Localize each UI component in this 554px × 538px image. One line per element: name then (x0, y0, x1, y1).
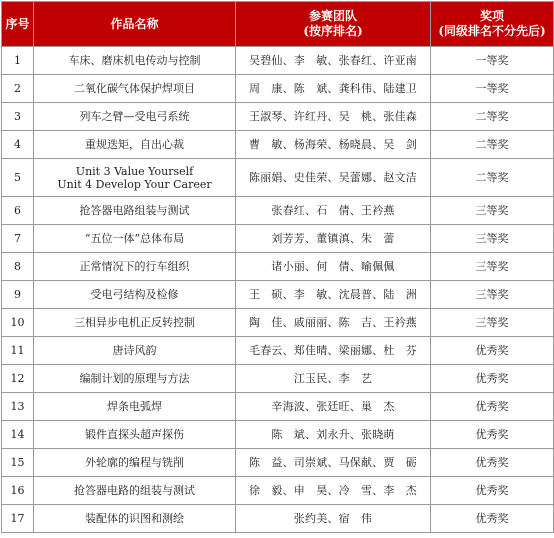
header-award-line1: 奖项 (479, 9, 504, 23)
table-row (2, 131, 554, 159)
team-members: 王 硕、李 敏、沈晨普、陆 洲 (236, 281, 431, 309)
row-number: 2 (2, 75, 34, 103)
team-members: 陶 佳、戚丽丽、陈 吉、王衿燕 (236, 309, 431, 337)
team-members: 陈丽娟、史佳荣、吴蕾娜、赵文洁 (236, 159, 431, 197)
row-number: 6 (2, 197, 34, 225)
table-row (2, 337, 554, 365)
row-number: 17 (2, 505, 34, 533)
work-name (34, 309, 236, 337)
team-members: 张春红、石 倩、王衿燕 (236, 197, 431, 225)
table-row (2, 477, 554, 505)
table-header (2, 2, 554, 47)
work-name-line1: 二氧化碳气体保护焊项目 (74, 82, 195, 95)
team-members: 刘芳芳、董镇滇、朱 蕾 (236, 225, 431, 253)
table-row (2, 197, 554, 225)
team-members: 徐 毅、申 昊、冷 雪、李 杰 (236, 477, 431, 505)
work-name-line1: 正常情况下的行车组织 (79, 260, 190, 273)
award-level: 优秀奖 (431, 393, 554, 421)
work-name-line1: 锻件直探头超声探伤 (85, 428, 184, 441)
team-members: 陈 斌、刘永升、张晓萌 (236, 421, 431, 449)
row-number: 4 (2, 131, 34, 159)
award-level: 一等奖 (431, 47, 554, 75)
award-level: 优秀奖 (431, 365, 554, 393)
row-number: 5 (2, 159, 34, 197)
row-number: 8 (2, 253, 34, 281)
award-level: 三等奖 (431, 281, 554, 309)
work-name (34, 449, 236, 477)
header-team (236, 2, 431, 47)
table-row (2, 253, 554, 281)
work-name-line1: 三相异步电机正反转控制 (74, 316, 195, 329)
work-name (34, 281, 236, 309)
row-number: 15 (2, 449, 34, 477)
header-team-line1: 参赛团队 (308, 9, 357, 23)
table-row (2, 393, 554, 421)
work-name-line1: 重规迭矩，自出心裁 (85, 138, 184, 151)
table-row (2, 281, 554, 309)
award-level: 一等奖 (431, 75, 554, 103)
table-row (2, 225, 554, 253)
team-members: 王淑琴、许红丹、吴 桃、张佳森 (236, 103, 431, 131)
row-number: 16 (2, 477, 34, 505)
row-number: 12 (2, 365, 34, 393)
row-number: 13 (2, 393, 34, 421)
table-row (2, 309, 554, 337)
work-name-line1: 焊条电弧焊 (107, 400, 162, 413)
team-members: 毛春云、郑佳晴、梁丽娜、杜 芬 (236, 337, 431, 365)
row-number: 14 (2, 421, 34, 449)
team-members: 曹 敏、杨海荣、杨晓晨、吴 剑 (236, 131, 431, 159)
work-name (34, 75, 236, 103)
work-name-line2: Unit 4 Develop Your Career (57, 177, 212, 191)
table-row (2, 159, 554, 197)
header-row (2, 2, 554, 47)
work-name (34, 131, 236, 159)
work-name (34, 477, 236, 505)
award-level: 二等奖 (431, 159, 554, 197)
row-number: 11 (2, 337, 34, 365)
team-members: 江玉民、李 艺 (236, 365, 431, 393)
work-name-line1: 列车之臂—受电弓系统 (79, 110, 190, 123)
header-name: 作品名称 (34, 2, 236, 47)
row-number: 10 (2, 309, 34, 337)
header-award-line2: (同级排名不分先后) (438, 24, 546, 38)
work-name (34, 393, 236, 421)
work-name-line1: “五位一体”总体布局 (84, 232, 185, 245)
work-name (34, 337, 236, 365)
row-number: 7 (2, 225, 34, 253)
row-number: 9 (2, 281, 34, 309)
row-number: 1 (2, 47, 34, 75)
row-number: 3 (2, 103, 34, 131)
team-members: 诸小丽、何 倩、喻佩佩 (236, 253, 431, 281)
header-award (431, 2, 554, 47)
work-name-line1: 编制计划的原理与方法 (79, 372, 190, 385)
work-name (34, 225, 236, 253)
award-table (1, 1, 554, 533)
work-name-line1: 受电弓结构及检修 (90, 288, 179, 301)
work-name (34, 103, 236, 131)
work-name (34, 159, 236, 197)
award-level: 优秀奖 (431, 505, 554, 533)
table-row (2, 505, 554, 533)
work-name-line1: 装配体的识图和测绘 (85, 512, 184, 525)
award-level: 优秀奖 (431, 421, 554, 449)
table-row (2, 449, 554, 477)
work-name (34, 47, 236, 75)
header-num: 序号 (2, 2, 34, 47)
table-body (2, 47, 554, 533)
table-row (2, 47, 554, 75)
work-name (34, 365, 236, 393)
table-row (2, 103, 554, 131)
team-members: 张约美、宿 伟 (236, 505, 431, 533)
award-level: 三等奖 (431, 225, 554, 253)
team-members: 周 康、陈 斌、龚科伟、陆建卫 (236, 75, 431, 103)
award-level: 优秀奖 (431, 337, 554, 365)
award-level: 优秀奖 (431, 449, 554, 477)
award-level: 优秀奖 (431, 477, 554, 505)
work-name-line1: 抢答器电路的组装与测试 (74, 484, 195, 497)
team-members: 辛海波、张廷旺、巢 杰 (236, 393, 431, 421)
table-row (2, 75, 554, 103)
work-name (34, 197, 236, 225)
work-name-line1: 外轮廓的编程与铣削 (85, 456, 184, 469)
work-name (34, 421, 236, 449)
work-name-line1: 抢答器电路组装与测试 (79, 204, 190, 217)
award-level: 三等奖 (431, 309, 554, 337)
table-row (2, 365, 554, 393)
award-level: 二等奖 (431, 103, 554, 131)
table-row (2, 421, 554, 449)
award-level: 三等奖 (431, 197, 554, 225)
work-name (34, 505, 236, 533)
team-members: 陈 益、司崇斌、马保献、贾 砺 (236, 449, 431, 477)
team-members: 吴碧仙、李 敏、张春红、许亚南 (236, 47, 431, 75)
work-name-line1: 车床、磨床机电传动与控制 (68, 54, 201, 67)
header-team-line2: (按序排名) (303, 24, 363, 38)
work-name (34, 253, 236, 281)
work-name-line1: Unit 3 Value Yourself (75, 164, 194, 178)
work-name-line1: 唐诗风韵 (112, 344, 157, 357)
award-level: 二等奖 (431, 131, 554, 159)
award-level: 三等奖 (431, 253, 554, 281)
